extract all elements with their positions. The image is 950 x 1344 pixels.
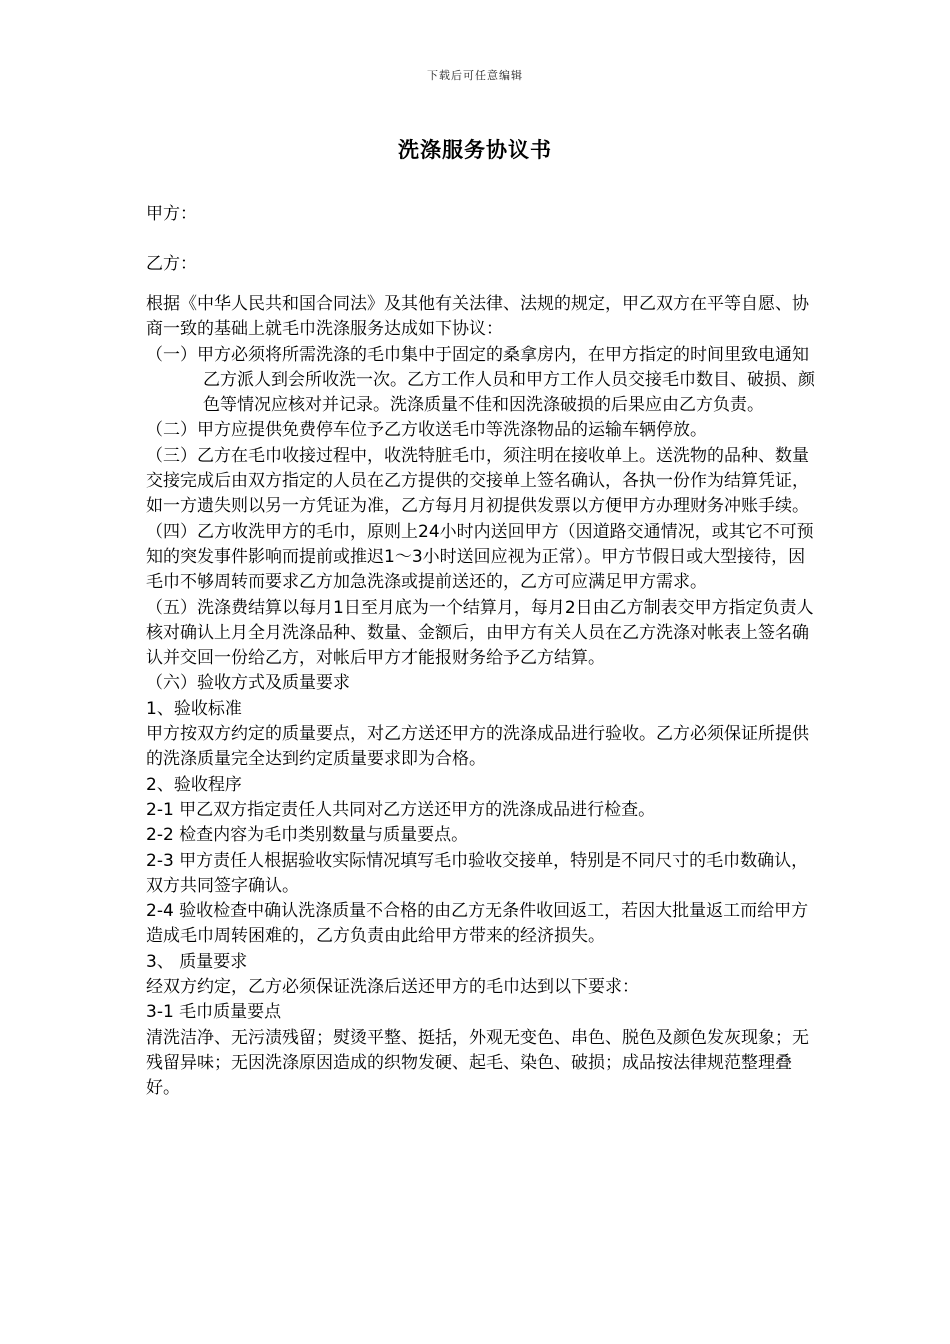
section-2-1: 2-1 甲乙双方指定责任人共同对乙方送还甲方的洗涤成品进行检查。 (146, 799, 656, 820)
party-b-line: 乙方： (146, 254, 197, 274)
clause-3: （三）乙方在毛巾收接过程中，收洗特脏毛巾，须注明在接收单上。送洗物的品种、数量交接完成后由双方指定的人员在乙方提供的交接单上签名确认，各执一份作为结算凭证，如一方遗失则以另一方凭证为准，乙方每月月初提供发票以方便甲方办理财务冲账手续。 (146, 445, 809, 517)
document-title: 洗涤服务协议书 (398, 138, 552, 162)
clause-5: （五）洗涤费结算以每月1日至月底为一个结算月，每月2日由乙方制表交甲方指定负责人核对确认上月全月洗涤品种、数量、金额后，由甲方有关人员在乙方洗涤对帐表上签名确认并交回一份给乙方，对帐后甲方才能报财务给予乙方结算。 (146, 597, 814, 669)
section-2-3: 2-3 甲方责任人根据验收实际情况填写毛巾验收交接单，特别是不同尺寸的毛巾数确认，双方共同签字确认。 (146, 850, 809, 896)
section-1-text: 甲方按双方约定的质量要点，对乙方送还甲方的洗涤成品进行验收。乙方必须保证所提供的洗涤质量完全达到约定质量要求即为合格。 (146, 724, 809, 770)
clause-2: （二）甲方应提供免费停车位予乙方收送毛巾等洗涤物品的运输车辆停放。 (146, 420, 707, 441)
clause-6: （六）验收方式及质量要求 (146, 673, 350, 694)
page-header-note: 下载后可任意编辑 (427, 69, 523, 82)
section-1-heading: 1、验收标准 (146, 698, 242, 719)
intro-paragraph: 根据《中华人民共和国合同法》及其他有关法律、法规的规定，甲乙双方在平等自愿、协商一致的基础上就毛巾洗涤服务达成如下协议： (146, 294, 809, 340)
agreement-body (146, 292, 818, 1102)
section-3-1-heading: 3-1 毛巾质量要点 (146, 1002, 282, 1023)
section-3-text: 经双方约定，乙方必须保证洗涤后送还甲方的毛巾达到以下要求： (146, 977, 639, 998)
section-2-heading: 2、验收程序 (146, 774, 242, 795)
section-2-2: 2-2 检查内容为毛巾类别数量与质量要点。 (146, 825, 469, 846)
section-3-heading: 3、 质量要求 (146, 951, 248, 972)
party-a-line: 甲方： (146, 204, 197, 224)
section-3-1-text: 清洗洁净、无污渍残留；熨烫平整、挺括，外观无变色、串色、脱色及颜色发灰现象；无残留异味；无因洗涤原因造成的织物发硬、起毛、染色、破损；成品按法律规范整理叠好。 (146, 1027, 809, 1099)
clause-4: （四）乙方收洗甲方的毛巾，原则上24小时内送回甲方（因道路交通情况，或其它不可预知的突发事件影响而提前或推迟1～3小时送回应视为正常）。甲方节假日或大型接待，因毛巾不够周转而要求乙方加急洗涤或提前送还的，乙方可应满足甲方需求。 (146, 521, 814, 593)
section-2-4: 2-4 验收检查中确认洗涤质量不合格的由乙方无条件收回返工，若因大批量返工而给甲方造成毛巾周转困难的，乙方负责由此给甲方带来的经济损失。 (146, 901, 809, 947)
clause-1: （一）甲方必须将所需洗涤的毛巾集中于固定的桑拿房内，在甲方指定的时间里致电通知乙方派人到会所收洗一次。乙方工作人员和甲方工作人员交接毛巾数目、破损、颜色等情况应核对并记录。洗涤质量不佳和因洗涤破损的后果应由乙方负责。 (146, 344, 815, 416)
